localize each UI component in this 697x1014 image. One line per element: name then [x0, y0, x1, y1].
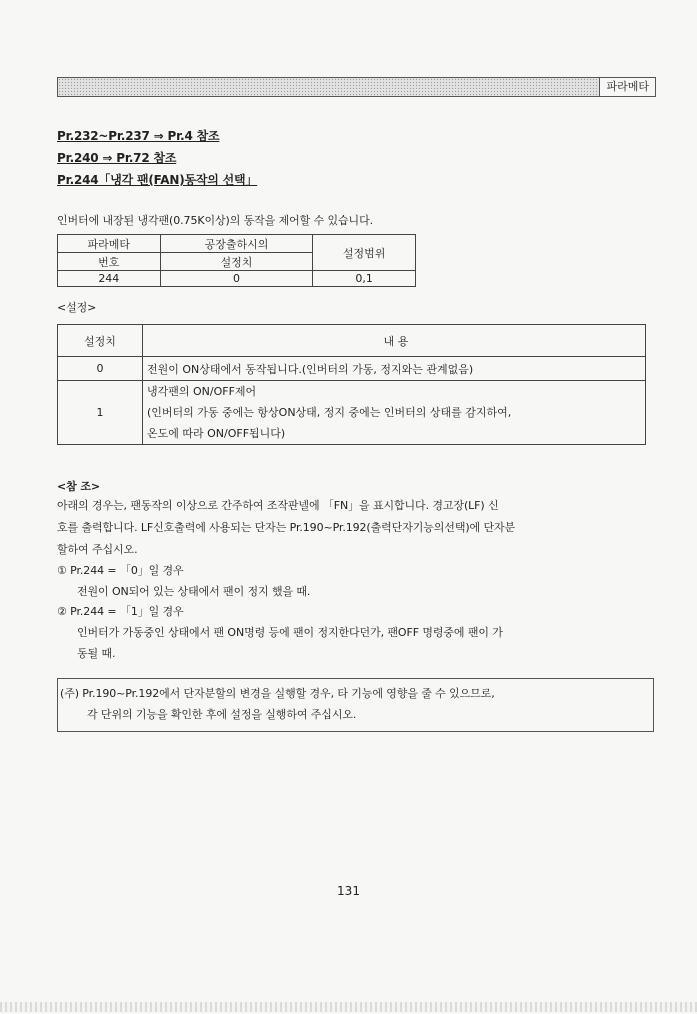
setting-row-0-content: 전원이 ON상태에서 동작됩니다.(인버터의 가동, 정지와는 관계없음): [143, 357, 646, 381]
setting-row-0-value: 0: [58, 357, 143, 381]
param-number-cell: 244: [58, 271, 161, 287]
note-box: [57, 678, 654, 732]
setting-row-1-value: 1: [58, 381, 143, 445]
reference-paragraph-line-1: 아래의 경우는, 팬동작의 이상으로 간주하여 조작판넬에 「FN」을 표시합니다. 경고장(LF) 신: [57, 499, 499, 512]
param-header-default-1: 공장출하시의: [160, 235, 313, 253]
case-1-text: 전원이 ON되어 있는 상태에서 팬이 정지 했을 때.: [77, 585, 311, 598]
section-title: Pr.244「냉각 팬(FAN)동작의 선택」: [57, 173, 258, 187]
header-bar: [57, 77, 656, 97]
reference-line-2: Pr.240 ⇒ Pr.72 참조: [57, 151, 177, 165]
param-header-range: 설정범위: [313, 235, 416, 271]
setting-label: <설정>: [57, 301, 97, 314]
setting-row-1-line1: 냉각팬의 ON/OFF제어: [147, 385, 257, 398]
reference-paragraph-line-3: 할하여 주십시오.: [57, 543, 138, 556]
parameter-table: [57, 234, 416, 287]
setting-row-1-content: [143, 381, 646, 445]
page-number: 131: [337, 884, 360, 898]
reference-line-1: Pr.232~Pr.237 ⇒ Pr.4 참조: [57, 129, 220, 143]
reference-heading: <참 조>: [57, 480, 101, 493]
param-header-number-1: 파라메타: [58, 235, 161, 253]
param-header-number-2: 번호: [58, 253, 161, 271]
note-line-1: (주) Pr.190~Pr.192에서 단자분할의 변경을 실행할 경우, 타 기능에 영향을 줄 수 있으므로,: [60, 687, 495, 700]
param-header-default-2: 설정치: [160, 253, 313, 271]
param-default-cell: 0: [160, 271, 313, 287]
intro-text: 인버터에 내장된 냉각팬(0.75K이상)의 동작을 제어할 수 있습니다.: [57, 214, 373, 227]
setting-row-1-line3: 온도에 따라 ON/OFF됩니다): [147, 427, 286, 440]
setting-header-content: 내 용: [143, 325, 646, 357]
setting-table: [57, 324, 646, 445]
note-line-2: 각 단위의 기능을 확인한 후에 설정을 실행하여 주십시오.: [87, 708, 357, 721]
case-2-text-line-2: 동될 때.: [77, 647, 116, 660]
setting-row-1-line2: (인버터의 가동 중에는 항상ON상태, 정지 중에는 인버터의 상태를 감지하여,: [147, 406, 512, 419]
param-range-cell: 0,1: [313, 271, 416, 287]
scan-edge-artifact: [0, 1002, 697, 1012]
case-2-title: ② Pr.244 = 「1」일 경우: [57, 605, 184, 618]
reference-paragraph-line-2: 호를 출력합니다. LF신호출력에 사용되는 단자는 Pr.190~Pr.192(출력단자기능의선택)에 단자분: [57, 521, 516, 534]
case-2-text-line-1: 인버터가 가동중인 상태에서 팬 ON명령 등에 팬이 정지한다던가, 팬OFF 명령중에 팬이 가: [77, 626, 503, 639]
header-label: 파라메타: [599, 78, 655, 96]
case-1-title: ① Pr.244 = 「0」일 경우: [57, 564, 184, 577]
setting-header-value: 설정치: [58, 325, 143, 357]
